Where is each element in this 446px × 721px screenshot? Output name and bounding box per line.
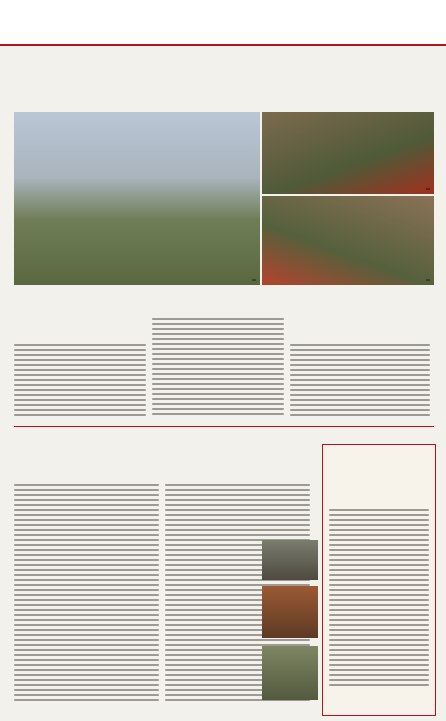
photo-caption xyxy=(426,188,430,190)
article-text xyxy=(14,344,146,419)
photo-caption xyxy=(252,279,256,281)
masthead xyxy=(0,0,446,46)
sidebar-box xyxy=(322,444,436,716)
photo-caption xyxy=(426,279,430,281)
secondary-photo xyxy=(262,112,434,194)
article-text xyxy=(14,484,159,704)
article-photo xyxy=(262,540,318,580)
main-photo xyxy=(14,112,260,285)
article-photo xyxy=(262,586,318,638)
photo-caption-block xyxy=(14,290,434,310)
article-text xyxy=(290,344,430,419)
article-text xyxy=(152,318,284,418)
article-photo xyxy=(262,646,318,700)
section-divider xyxy=(14,426,434,427)
secondary-photo xyxy=(262,196,434,285)
sidebar-text xyxy=(329,509,429,689)
